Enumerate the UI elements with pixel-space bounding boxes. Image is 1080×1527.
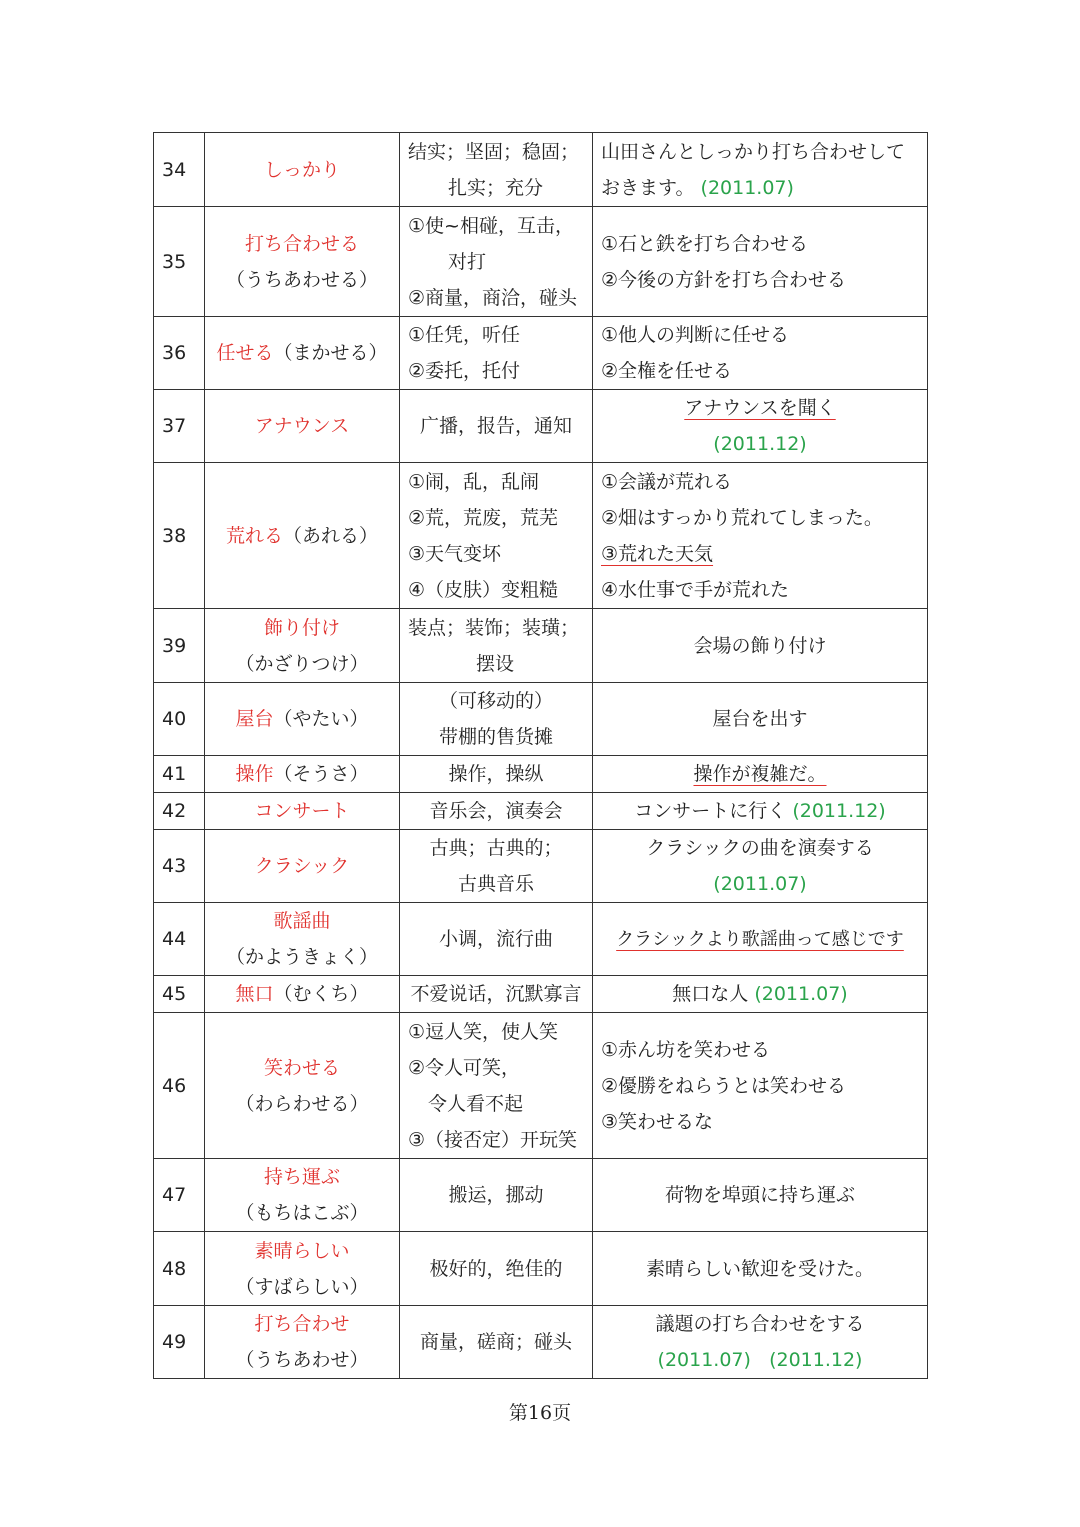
example-cell — [593, 133, 928, 207]
example-line: ④水仕事で手が荒れた — [601, 578, 790, 601]
word: 荒れる — [225, 524, 283, 547]
word: 無口 — [235, 983, 274, 1005]
example-cell — [593, 1159, 928, 1232]
exam-year: (2011.12) — [769, 1349, 863, 1371]
meaning-line: 摆设 — [476, 652, 515, 675]
word: 操作 — [235, 763, 274, 785]
row-number: 35 — [154, 207, 205, 317]
word-cell — [205, 1159, 400, 1232]
row-number: 38 — [154, 463, 205, 609]
meaning-cell — [400, 207, 593, 317]
example-line: 会場の飾り付け — [693, 634, 827, 657]
meaning-line: 带棚的售货摊 — [438, 726, 553, 748]
meaning-line: ①闹，乱，乱闹 — [408, 470, 540, 493]
meaning-line: 古典；古典的； — [429, 837, 563, 859]
word-cell — [205, 463, 400, 609]
row-number: 36 — [154, 317, 205, 390]
reading: （まかせる） — [273, 342, 388, 364]
row-number: 42 — [154, 793, 205, 830]
meaning-cell — [400, 756, 593, 793]
table-row — [154, 207, 928, 317]
meaning-cell — [400, 793, 593, 830]
reading: （もちはこぶ） — [235, 1202, 369, 1224]
table-row — [154, 976, 928, 1013]
word-cell — [205, 830, 400, 903]
example-cell — [593, 609, 928, 683]
meaning-line: 操作，操纵 — [448, 763, 544, 785]
meaning-line: ②令人可笑， — [408, 1056, 521, 1079]
table-row — [154, 830, 928, 903]
example-line: 素晴らしい歓迎を受けた。 — [645, 1257, 874, 1280]
exam-years — [601, 1342, 919, 1378]
word-cell — [205, 317, 400, 390]
meaning-line: ②荒，荒废，荒芜 — [408, 506, 559, 529]
word-cell — [205, 793, 400, 830]
meaning-cell — [400, 830, 593, 903]
meaning-cell — [400, 1013, 593, 1159]
reading: （うちあわせる） — [225, 268, 378, 291]
example-line: ①会議が荒れる — [601, 470, 733, 493]
meaning-line: 广播，报告，通知 — [419, 415, 572, 437]
reading: （むくち） — [273, 983, 369, 1005]
word-cell — [205, 1013, 400, 1159]
word: 屋台 — [235, 708, 274, 730]
reading: （やたい） — [273, 708, 369, 730]
example-cell — [593, 317, 928, 390]
meaning-line: 古典音乐 — [457, 873, 534, 895]
example-line: ②畑はすっかり荒れてしまった。 — [601, 506, 883, 529]
meaning-line: 扎实；充分 — [448, 176, 544, 199]
meaning-cell — [400, 683, 593, 756]
meaning-cell — [400, 1306, 593, 1379]
meaning-line: 搬运，挪动 — [448, 1184, 544, 1206]
table-row — [154, 1159, 928, 1232]
row-number: 47 — [154, 1159, 205, 1232]
exam-year: (2011.07) — [713, 873, 807, 895]
meaning-cell — [400, 463, 593, 609]
reading: （わらわせる） — [235, 1092, 369, 1115]
row-number: 34 — [154, 133, 205, 207]
word-cell — [205, 683, 400, 756]
example-cell — [593, 1306, 928, 1379]
meaning-line: ①使~相碰，互击， — [408, 214, 574, 237]
example-cell — [593, 1013, 928, 1159]
word: 笑わせる — [263, 1056, 340, 1079]
page-number: 第16页 — [508, 1402, 572, 1424]
row-number: 41 — [154, 756, 205, 793]
exam-year: (2011.07) — [657, 1349, 751, 1371]
meaning-cell — [400, 1232, 593, 1306]
meaning-line: 小调，流行曲 — [438, 928, 553, 950]
word-cell — [205, 1232, 400, 1306]
example-line: コンサートに行く — [634, 800, 787, 822]
word: アナウンス — [254, 415, 350, 437]
example-line: 屋台を出す — [712, 708, 808, 730]
row-number: 43 — [154, 830, 205, 903]
meaning-cell — [400, 609, 593, 683]
reading: （そうさ） — [273, 763, 369, 785]
word: クラシック — [254, 855, 350, 877]
table-row — [154, 683, 928, 756]
word: コンサート — [254, 800, 350, 822]
exam-year: (2011.12) — [792, 800, 886, 822]
word-cell — [205, 1306, 400, 1379]
word: 持ち運ぶ — [263, 1166, 340, 1188]
example-line: ②全権を任せる — [601, 360, 733, 382]
example-line: 無口な人 — [672, 983, 749, 1005]
row-number: 48 — [154, 1232, 205, 1306]
example-line: 山田さんとしっかり打ち合わせして — [601, 140, 906, 163]
example-line: 操作が複雑だ。 — [693, 763, 827, 785]
word: しっかり — [263, 158, 340, 181]
example-line: ③笑わせるな — [601, 1110, 714, 1133]
meaning-cell — [400, 976, 593, 1013]
example-line: 議題の打ち合わせをする — [655, 1313, 865, 1335]
example-line: ②優勝をねらうとは笑わせる — [601, 1074, 847, 1097]
example-line: ①石と鉄を打ち合わせる — [601, 232, 809, 255]
example-line: ③荒れた天気 — [601, 542, 714, 565]
row-number: 44 — [154, 903, 205, 976]
meaning-line: ②商量，商洽，碰头 — [408, 286, 578, 309]
meaning-line: ④（皮肤）变粗糙 — [408, 578, 559, 601]
word: 素晴らしい — [254, 1239, 350, 1262]
example-cell — [593, 976, 928, 1013]
table-row — [154, 463, 928, 609]
table-row — [154, 609, 928, 683]
meaning-line: ①逗人笑，使人笑 — [408, 1020, 559, 1043]
word-cell — [205, 609, 400, 683]
word: 任せる — [216, 342, 274, 364]
example-cell — [593, 1232, 928, 1306]
reading: （うちあわせ） — [235, 1349, 369, 1371]
example-line: ①赤ん坊を笑わせる — [601, 1038, 771, 1061]
example-line — [601, 170, 919, 206]
meaning-cell — [400, 1159, 593, 1232]
reading: （すばらしい） — [235, 1275, 369, 1298]
table-row — [154, 1232, 928, 1306]
example-text: おきます。 — [601, 176, 695, 199]
row-number: 39 — [154, 609, 205, 683]
exam-year: (2011.07) — [754, 983, 848, 1005]
word: 打ち合わせる — [244, 232, 359, 255]
meaning-line: 音乐会，演奏会 — [429, 800, 563, 822]
word: 飾り付け — [263, 616, 340, 639]
example-cell — [593, 830, 928, 903]
table-row — [154, 317, 928, 390]
example-line: ②今後の方針を打ち合わせる — [601, 268, 847, 291]
example-line: 荷物を埠頭に持ち運ぶ — [664, 1184, 855, 1206]
row-number: 46 — [154, 1013, 205, 1159]
meaning-line: 极好的，绝佳的 — [429, 1257, 563, 1280]
reading: （かざりつけ） — [235, 652, 369, 675]
meaning-line: 不爱说话，沉默寡言 — [410, 983, 582, 1005]
row-number: 37 — [154, 390, 205, 463]
row-number: 40 — [154, 683, 205, 756]
word: 歌謡曲 — [273, 910, 331, 932]
example-cell — [593, 756, 928, 793]
meaning-line: 结实；坚固；稳固； — [408, 140, 580, 163]
meaning-cell — [400, 133, 593, 207]
example-cell — [593, 207, 928, 317]
table-row — [154, 903, 928, 976]
meaning-line: 令人看不起 — [428, 1092, 524, 1115]
meaning-line: ②委托，托付 — [408, 360, 521, 382]
meaning-line: 对打 — [448, 250, 487, 273]
vocabulary-table — [153, 132, 928, 1379]
table-row — [154, 133, 928, 207]
example-line: クラシックの曲を演奏する — [646, 837, 874, 859]
row-number: 49 — [154, 1306, 205, 1379]
exam-year: (2011.07) — [700, 176, 794, 199]
example-cell — [593, 793, 928, 830]
word-cell — [205, 903, 400, 976]
word: 打ち合わせ — [254, 1313, 350, 1335]
table-row — [154, 1013, 928, 1159]
word-cell — [205, 133, 400, 207]
word-cell — [205, 207, 400, 317]
row-number: 45 — [154, 976, 205, 1013]
meaning-line: （可移动的） — [438, 690, 553, 712]
example-cell — [593, 903, 928, 976]
meaning-cell — [400, 903, 593, 976]
reading: （かようきょく） — [225, 946, 378, 968]
meaning-line: ①任凭，听任 — [408, 324, 521, 346]
word-cell — [205, 390, 400, 463]
meaning-cell — [400, 390, 593, 463]
example-cell — [593, 683, 928, 756]
example-line: ①他人の判断に任せる — [601, 324, 790, 346]
table-row — [154, 1306, 928, 1379]
meaning-line: ③天气变坏 — [408, 542, 502, 565]
word-cell — [205, 756, 400, 793]
table-row — [154, 756, 928, 793]
reading: （あれる） — [283, 524, 379, 547]
meaning-line: 装点；装饰；装璜； — [408, 616, 580, 639]
table-row — [154, 793, 928, 830]
example-line: クラシックより歌謡曲って感じです — [616, 928, 904, 950]
meaning-line: ③（接否定）开玩笑 — [408, 1128, 578, 1151]
example-cell — [593, 463, 928, 609]
meaning-cell — [400, 317, 593, 390]
example-line: アナウンスを聞く — [684, 397, 836, 419]
table-row — [154, 390, 928, 463]
exam-year: (2011.12) — [713, 433, 807, 455]
meaning-line: 商量，磋商；碰头 — [419, 1331, 572, 1353]
word-cell — [205, 976, 400, 1013]
example-cell — [593, 390, 928, 463]
